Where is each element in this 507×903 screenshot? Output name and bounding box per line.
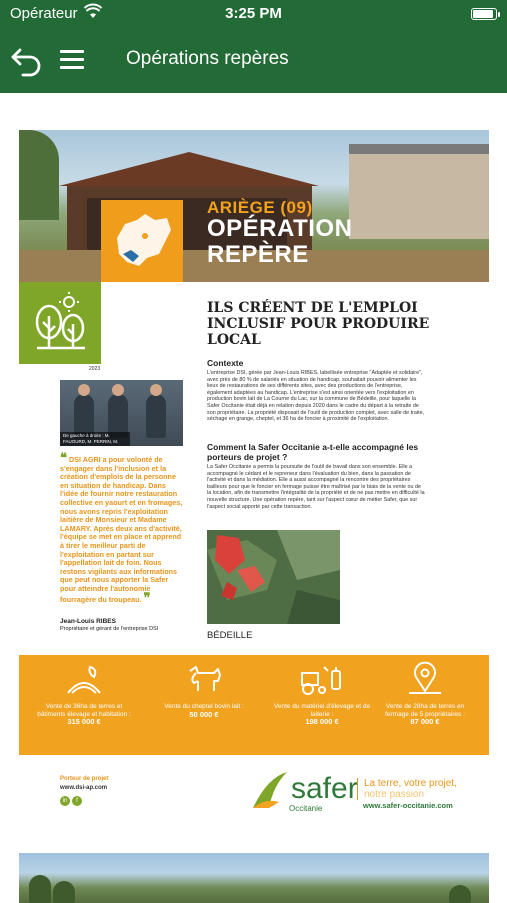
close-quote-icon: ❞ <box>143 589 151 605</box>
how-text: La Safer Occitanie a permis la poursuite de l'outil de travail dans son ensemble. Elle a accompagné le cédant et le repreneur dans l'évaluation du bien, dans la passation de l'activité et dans la médiation. Elle a aussi accompagné la rencontre des propriétaires bailleurs pour que le foncier en fermage puisse être maîtrisé par le biais de la vente ou de la location, afin de transmettre l'intégralité de la propriété et de ne pas mettre en difficulté la nouvelle structure. Une opération repère, tant sur l'aspect cœur de métier Safer, que sur l'aspect social apporté par cette transaction. <box>207 464 425 510</box>
map-caption: BÉDEILLE <box>207 630 253 641</box>
how-heading: Comment la Safer Occitanie a-t-elle accompagné les porteurs de projet ? <box>207 442 419 462</box>
quote-author: Jean-Louis RIBES Propriétaire et gérant de l'entreprise DSI <box>60 618 159 632</box>
safer-logo: safer Occitanie <box>249 768 359 814</box>
linkedin-icon[interactable]: in <box>60 796 70 806</box>
hero-banner <box>19 130 489 282</box>
context-text: L'entreprise DSI, gérée par Jean-Louis RIBES, labellisée entreprise "Adaptée et solidaire", avec près de 80 % de salariés en situation de handicap, souhaitait pouvoir alimenter les lieux de restaurations de ses différents sites, avec des productions de l'entreprise, également adaptées au handicap. L'entreprise s'est ainsi orientée vers l'exploitation en production bovin lait de La Courne du Lac, sur la commune de Bédeille, pour laquelle la Safer Occitanie était déjà en relation depuis 2020 dans le cadre du départ à la retraite de son propriétaire. La propriété disposait de l'outil de production complet, avec salle de traite, séchage en grange, cheptel, et 36 ha de foncier à proximité de l'exploitation. <box>207 370 425 423</box>
page-title: Opérations repères <box>126 48 289 69</box>
portrait-photo <box>60 380 183 450</box>
region-map-badge <box>101 200 183 282</box>
project-holder-info: Porteur de projet www.dsi-ap.com in f <box>60 776 109 804</box>
key-figures-band <box>19 655 489 755</box>
year-label: 2023 <box>89 366 101 372</box>
sector-badge <box>19 282 101 364</box>
farm-land-icon <box>64 663 104 697</box>
feature-land-sale: Vente de 36ha de terres et bâtiments élevage et habitation : 315 000 € <box>34 663 134 726</box>
feature-equipment-sale: Vente du matériel d'élevage et de laiterie : 198 000 € <box>272 663 372 726</box>
operation-document <box>19 130 489 830</box>
open-quote-icon: ❝ <box>60 450 67 465</box>
facebook-icon[interactable]: f <box>72 796 82 806</box>
trees-icon <box>19 282 101 364</box>
brand-tagline: La terre, votre projet, notre passion <box>357 778 457 800</box>
article-title: ILS CRÉENT DE L'EMPLOI INCLUSIF POUR PRODUIRE LOCAL <box>207 300 430 348</box>
cow-icon <box>184 663 224 697</box>
feature-tenant-land-sale: Vente de 28ha de terres en fermage de 5 propriétaires : 87 000 € <box>375 663 475 726</box>
occitanie-map-icon <box>109 210 175 270</box>
back-arrow-icon[interactable] <box>10 44 44 78</box>
testimonial-quote: ❝ DSI AGRI a pour volonté de s'engager dans l'inclusion et la création d'emplois de la personne en situation de handicap. Dans l'idée de fournir notre restauration collective en yaourt et en fromages, nous avons repris l'exploitation laitière de Monsieur et Madame LAMARY. Après deux ans d'activité, l'équipe se met en place et apprend à tirer le meilleur parti de l'exploitation en partant sur l'appellation lait de foin. Nous restons vigilants aux informations que peut nous apporter la Safer pour atteindre l'autonomie fourragère du troupeau. ❞ <box>60 450 183 605</box>
safer-mark-icon <box>249 768 291 814</box>
location-pin-icon <box>405 663 445 697</box>
next-operation-card[interactable] <box>19 853 489 903</box>
clock: 3:25 PM <box>225 5 282 22</box>
status-bar <box>0 0 507 30</box>
feature-livestock-sale: Vente du cheptel bovin lait : 50 000 € <box>154 663 254 718</box>
carrier-label: Opérateur <box>10 5 78 22</box>
battery-icon <box>471 8 497 20</box>
location-label: ARIÈGE (09) <box>207 198 313 217</box>
satellite-map-image <box>207 530 340 624</box>
operation-title: OPÉRATION REPÈRE <box>207 215 353 268</box>
project-holder-url[interactable]: www.dsi-ap.com <box>60 785 108 791</box>
safer-website-link[interactable]: www.safer-occitanie.com <box>363 801 453 810</box>
tractor-icon <box>298 663 346 697</box>
context-heading: Contexte <box>207 358 244 368</box>
navigation-bar <box>0 30 507 93</box>
photo-caption: De gauche à droite : M. FAUOURD, M. PERRIN, M. RIBES <box>60 432 130 446</box>
hamburger-menu-icon[interactable] <box>60 50 84 70</box>
content-scroll-area[interactable] <box>0 93 507 900</box>
